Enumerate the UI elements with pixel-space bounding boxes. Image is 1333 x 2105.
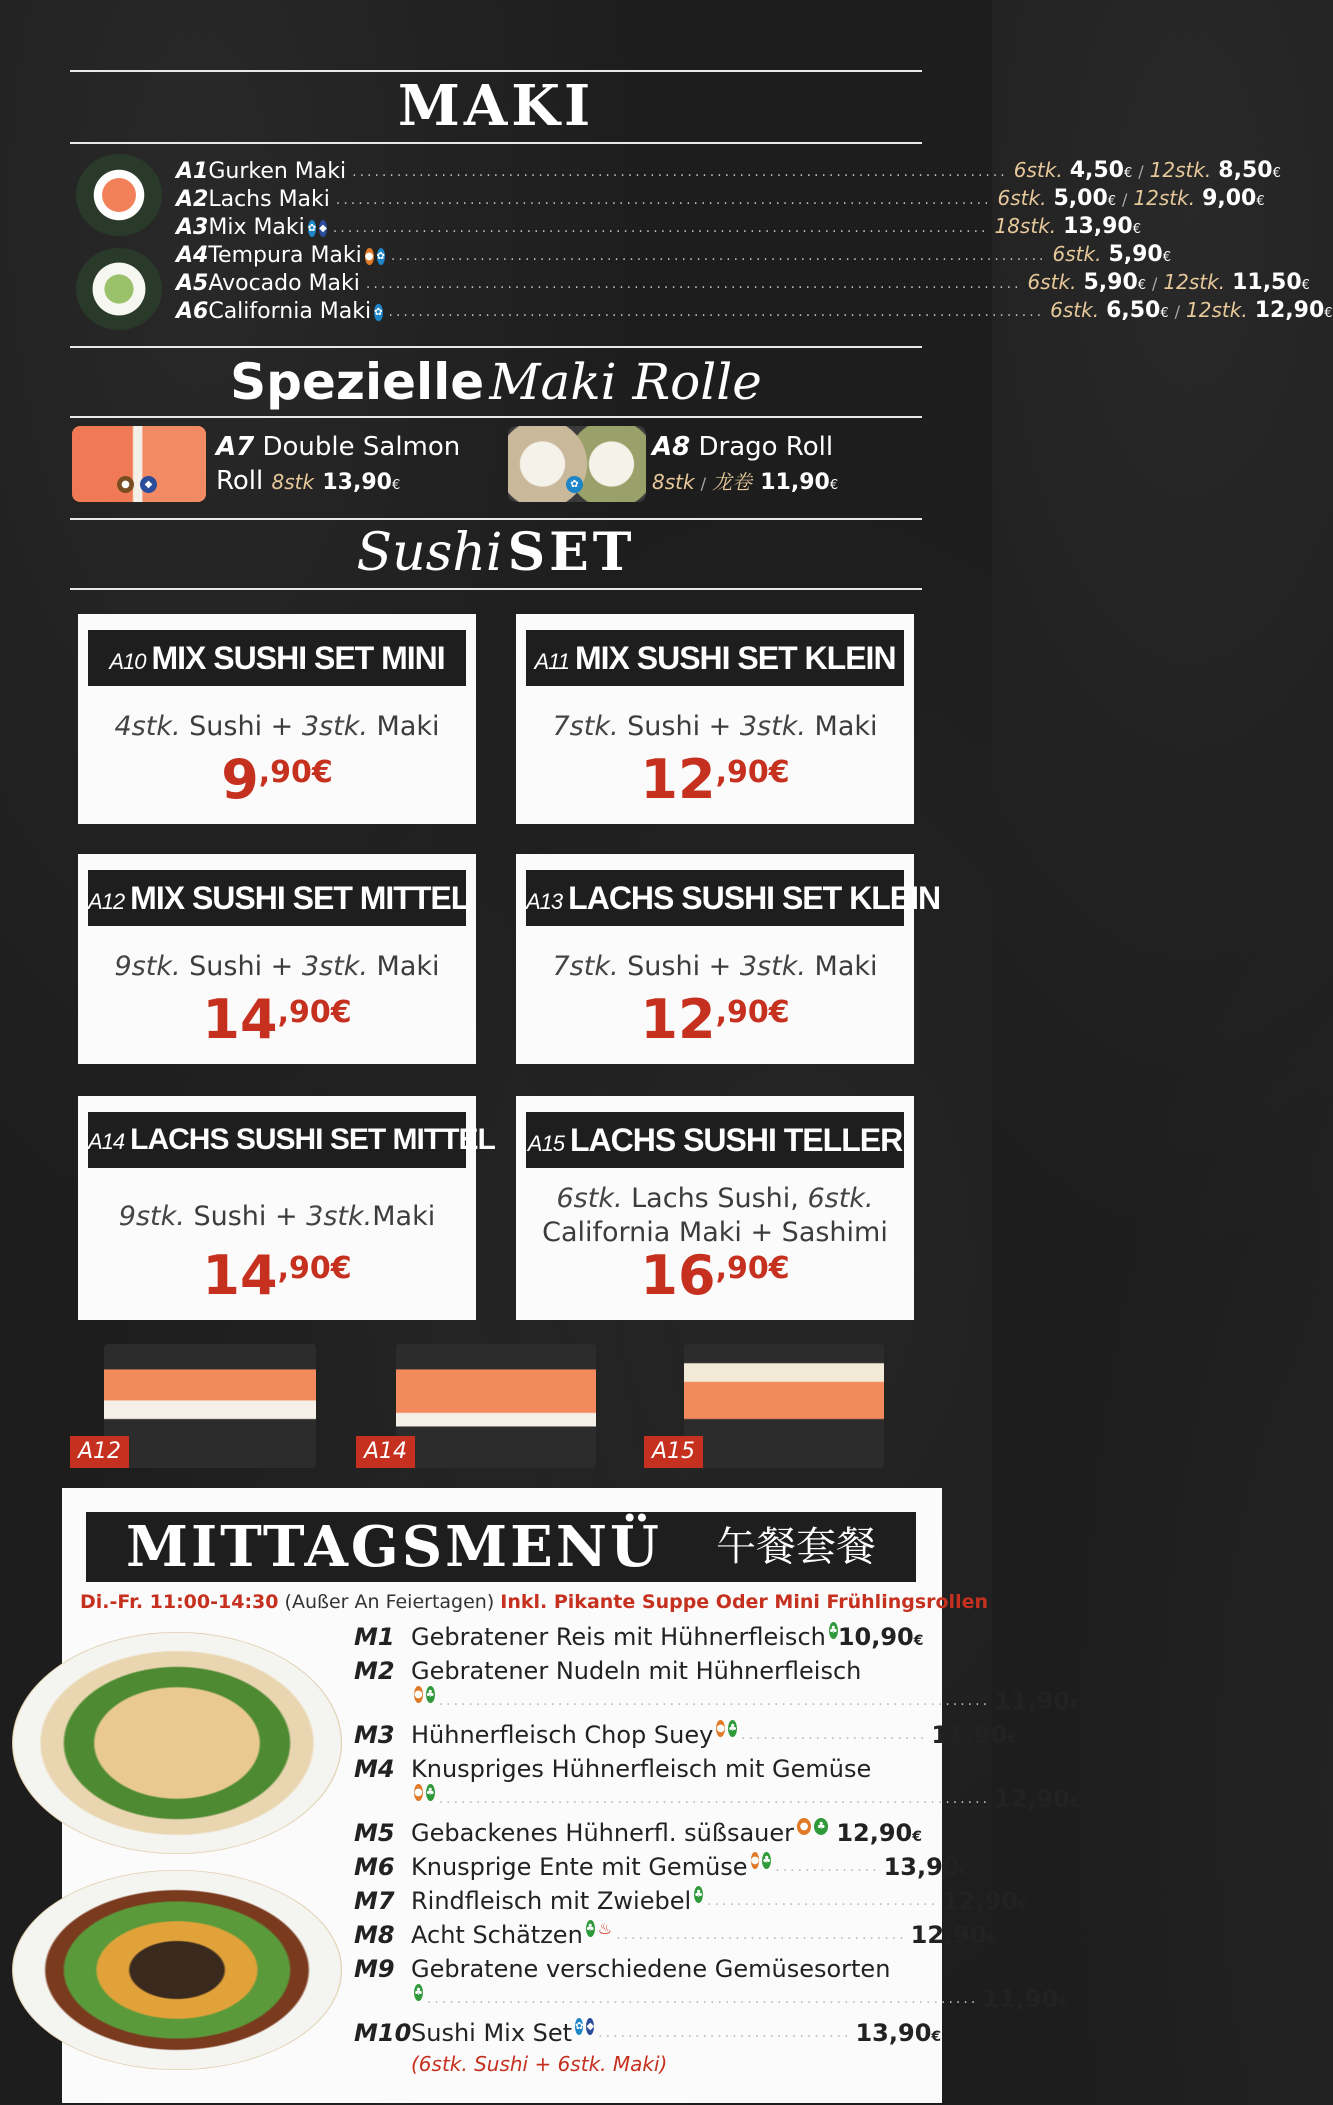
- sushi-set-title: [70, 520, 922, 586]
- fish-icon: ✿: [308, 220, 316, 237]
- divider: [70, 142, 922, 144]
- menu-item: [176, 186, 1265, 214]
- leaf-icon: ♣: [586, 1920, 595, 1937]
- item-price: 18stk. 13,90€: [994, 214, 1142, 239]
- menu-item: M3 Hühnerfleisch Chop Suey ● ♣ ......................... 11,90€: [354, 1721, 1017, 1749]
- card-price: 9,90€: [221, 748, 333, 811]
- leaf-icon: ♣: [426, 1784, 435, 1801]
- sushi-set-title-bold: SET: [507, 522, 636, 583]
- menu-item-note: (6stk. Sushi + 6stk. Maki): [411, 2052, 668, 2076]
- card-description: 9stk. Sushi + 3stk.Maki: [118, 1201, 436, 1232]
- special-title-bold: Spezielle: [230, 353, 485, 411]
- card-banner: A15 LACHS SUSHI TELLER: [526, 1112, 904, 1168]
- leaf-icon: ♣: [694, 1886, 703, 1903]
- card-description: 9stk. Sushi + 3stk. Maki: [114, 951, 440, 982]
- item-code: A4: [176, 243, 209, 268]
- menu-item: M1 Gebratener Reis mit Hühnerfleisch ♣ 10,90€: [354, 1623, 924, 1651]
- photo-label: A14: [356, 1436, 415, 1468]
- menu-item-cont: ● ♣ .......................................................................... 11,90€: [414, 1687, 1080, 1715]
- menu-item: M9 Gebratene verschiedene Gemüsesorten: [354, 1955, 891, 1983]
- leader-dots: ........................................................................................: [335, 192, 992, 208]
- divider: [70, 346, 922, 348]
- menu-item: M4 Knuspriges Hühnerfleisch mit Gemüse: [354, 1755, 872, 1783]
- menu-item: [176, 214, 1142, 242]
- leader-dots: ........................................................................................: [332, 220, 989, 236]
- special-a8: A8 Drago Roll 8stk / 龙卷 11,90€: [652, 432, 839, 495]
- menu-item: M10 Sushi Mix Set ✿ ◆ .................................. 13,90€: [354, 2019, 942, 2047]
- leaf-icon: ♣: [829, 1622, 838, 1639]
- menu-item-cont: ● ♣ .......................................................................... 12,90€: [414, 1785, 1080, 1813]
- leaf-icon: ♣: [814, 1818, 828, 1835]
- card-description: 4stk. Sushi + 3stk. Maki: [114, 711, 440, 742]
- set-card-a15: [516, 1096, 914, 1320]
- special-a7: A7 Double Salmon Roll 8stk 13,90€: [216, 432, 461, 496]
- sushi-photo-a12: [104, 1344, 316, 1468]
- egg-icon: ●: [797, 1818, 811, 1835]
- set-card-a11: [516, 614, 914, 824]
- item-name: Tempura Maki: [208, 243, 362, 268]
- card-description: 7stk. Sushi + 3stk. Maki: [552, 951, 878, 982]
- fish-icon: ✿: [377, 248, 385, 265]
- leader-dots: ........................................................................................: [390, 248, 1047, 264]
- chili-icon: ♨: [597, 1919, 613, 1938]
- card-banner: A12 MIX SUSHI SET MITTEL: [88, 870, 466, 926]
- egg-icon: ●: [365, 248, 374, 265]
- leaf-icon: ♣: [728, 1720, 737, 1737]
- leaf-icon: ♣: [414, 1984, 423, 2001]
- menu-item-cont: ♣ .......................................................................... 11,90€: [414, 1985, 1068, 2013]
- set-card-a10: [78, 614, 476, 824]
- egg-icon: ●: [414, 1784, 423, 1801]
- special-title-script: Maki Rolle: [489, 353, 762, 411]
- photo-label: A15: [644, 1436, 703, 1468]
- lunch-menu-list: [354, 1622, 1080, 2076]
- menu-item: [176, 298, 1333, 326]
- fish-icon: ◆: [140, 476, 157, 493]
- lunch-info: Di.-Fr. 11:00-14:30 (Außer An Feiertagen) Inkl. Pikante Suppe Oder Mini Frühlingsrollen: [80, 1591, 988, 1613]
- lunch-title: MITTAGSMENÜ: [126, 1514, 662, 1580]
- fish-icon: ✿: [566, 476, 583, 493]
- vegetable-dish-image: [12, 1870, 342, 2070]
- item-name: California Maki: [208, 299, 372, 324]
- card-banner: A14 LACHS SUSHI SET MITTEL: [88, 1112, 466, 1168]
- set-card-a12: [78, 854, 476, 1064]
- card-price: 12,90€: [640, 988, 790, 1051]
- fish-icon: ◆: [586, 2018, 594, 2035]
- leaf-icon: ♣: [426, 1686, 435, 1703]
- double-salmon-roll-image: [72, 426, 206, 502]
- card-banner: A10 MIX SUSHI SET MINI: [88, 630, 466, 686]
- leader-dots: ........................................................................................: [388, 304, 1045, 320]
- set-card-a14: [78, 1096, 495, 1320]
- item-price: 6stk. 6,50€ / 12stk. 12,90€: [1050, 298, 1333, 323]
- card-banner: A11 MIX SUSHI SET KLEIN: [526, 630, 904, 686]
- divider: [70, 416, 922, 418]
- sushi-photo-a15: [684, 1344, 884, 1468]
- sesame-icon: ●: [117, 476, 134, 493]
- card-banner: A13 LACHS SUSHI SET KLEIN: [526, 870, 904, 926]
- menu-item: M2 Gebratener Nudeln mit Hühnerfleisch: [354, 1657, 862, 1685]
- fried-rice-image: [12, 1632, 342, 1854]
- card-price: 14,90€: [202, 1244, 352, 1307]
- menu-item: [176, 242, 1172, 270]
- maki-title: MAKI: [397, 73, 595, 139]
- menu-item: M8 Acht Schätzen ♣ ♨ ....................................... 12,90€: [354, 1919, 997, 1949]
- egg-icon: ●: [414, 1686, 423, 1703]
- leader-dots: ........................................................................................: [365, 276, 1022, 292]
- item-code: A5: [176, 271, 209, 296]
- egg-icon: ●: [716, 1720, 725, 1737]
- item-price: 6stk. 4,50€ / 12stk. 8,50€: [1013, 158, 1281, 183]
- card-price: 12,90€: [640, 748, 790, 811]
- lunch-title-chinese: 午餐套餐: [716, 1524, 876, 1570]
- item-code: A2: [176, 187, 209, 212]
- maki-list: [176, 158, 1333, 326]
- menu-item: M7 Rindfleisch mit Zwiebel ♣ ............................... 12,90€: [354, 1887, 1028, 1915]
- fish-icon: ◆: [319, 220, 327, 237]
- card-description: 6stk. Lachs Sushi, 6stk. California Maki + Sashimi: [542, 1183, 888, 1248]
- fish-icon: ✿: [374, 304, 382, 321]
- item-name: Avocado Maki: [208, 271, 360, 296]
- item-name: Lachs Maki: [208, 187, 330, 212]
- item-name: Mix Maki: [208, 215, 305, 240]
- item-price: 6stk. 5,00€ / 12stk. 9,00€: [997, 186, 1265, 211]
- card-price: 16,90€: [640, 1244, 790, 1307]
- item-code: A6: [176, 299, 209, 324]
- set-card-a13: [516, 854, 941, 1064]
- item-price: 6stk. 5,90€ / 12stk. 11,50€: [1027, 270, 1310, 295]
- menu-item: [176, 158, 1281, 186]
- maki-avocado-image: [76, 248, 162, 330]
- lunch-banner: [86, 1512, 916, 1582]
- card-description: 7stk. Sushi + 3stk. Maki: [552, 711, 878, 742]
- sushi-photo-a14: [396, 1344, 596, 1468]
- item-price: 6stk. 5,90€: [1052, 242, 1172, 267]
- egg-icon: ●: [751, 1852, 760, 1869]
- leader-dots: ........................................................................................: [352, 164, 1008, 180]
- sushi-set-title-script: Sushi: [356, 523, 503, 583]
- item-code: A1: [176, 159, 209, 184]
- photo-label: A12: [70, 1436, 129, 1468]
- maki-salmon-image: [76, 154, 162, 236]
- menu-item: M6 Knusprige Ente mit Gemüse ● ♣ .............. 13,90€: [354, 1853, 970, 1881]
- menu-item: M5 Gebackenes Hühnerfl. süßsauer ● ♣ 12,90€: [354, 1819, 922, 1847]
- divider: [70, 588, 922, 590]
- item-name: Gurken Maki: [208, 159, 347, 184]
- item-code: A3: [176, 215, 209, 240]
- fish-icon: ✿: [575, 2018, 583, 2035]
- menu-item: [176, 270, 1310, 298]
- leaf-icon: ♣: [762, 1852, 771, 1869]
- card-price: 14,90€: [202, 988, 352, 1051]
- special-title: [70, 350, 922, 414]
